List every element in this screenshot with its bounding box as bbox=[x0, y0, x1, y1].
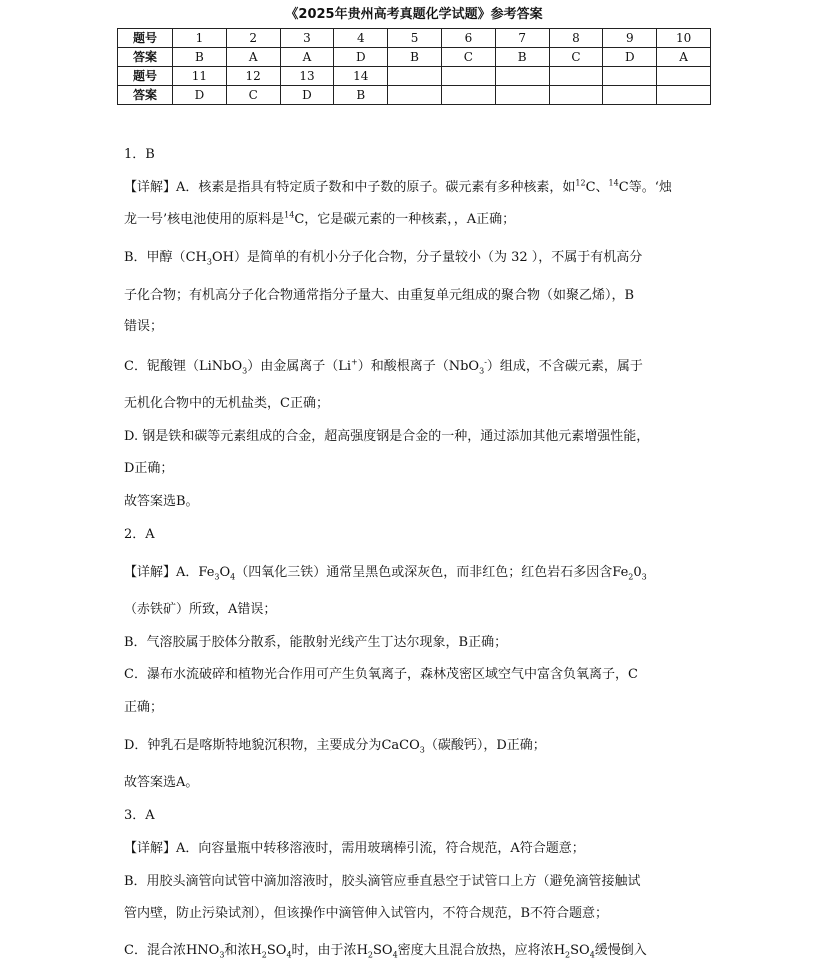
table-cell bbox=[388, 67, 442, 86]
table-cell: 4 bbox=[334, 29, 388, 48]
table-cell: 3 bbox=[280, 29, 334, 48]
explanation-line: 【详解】A．向容量瓶中转移溶液时，需用玻璃棒引流，符合规范，A符合题意； bbox=[124, 841, 585, 856]
table-row bbox=[118, 67, 711, 86]
table-row bbox=[118, 48, 711, 67]
table-cell: C bbox=[549, 48, 603, 67]
answer-conclusion: 故答案选B。 bbox=[124, 494, 199, 509]
explanation-line: 正确； bbox=[124, 700, 164, 715]
table-cell: D bbox=[173, 86, 227, 105]
table-cell bbox=[495, 86, 549, 105]
question-number: 1．B bbox=[124, 147, 155, 162]
question-number: 3．A bbox=[124, 808, 155, 823]
table-cell: B bbox=[334, 86, 388, 105]
question-number: 2．A bbox=[124, 527, 155, 542]
table-header-cell: 答案 bbox=[118, 48, 173, 67]
explanation-line: （赤铁矿）所致，A错误； bbox=[124, 602, 277, 617]
explanation-line: C．混合浓$HNO_3$和浓$H_2SO_4$时，由于浓$H_2SO_4$密度大且混合放热，应将浓$H_2SO_4$缓慢倒入 bbox=[124, 943, 647, 960]
table-cell bbox=[657, 67, 711, 86]
explanation-line: 子化合物；有机高分子化合物通常指分子量大、由重复单元组成的聚合物（如聚乙烯），B bbox=[124, 288, 635, 303]
table-cell: D bbox=[334, 48, 388, 67]
table-cell: 2 bbox=[226, 29, 280, 48]
table-cell bbox=[657, 86, 711, 105]
explanation-line: 【详解】A．核素是指具有特定质子数和中子数的原子。碳元素有多种核素，如$^{12}$C、$^{14}$C等。‘烛 bbox=[124, 178, 672, 195]
table-cell bbox=[549, 86, 603, 105]
table-cell: A bbox=[226, 48, 280, 67]
table-cell: 1 bbox=[173, 29, 227, 48]
table-cell bbox=[495, 67, 549, 86]
table-cell: 10 bbox=[657, 29, 711, 48]
table-cell: 6 bbox=[441, 29, 495, 48]
answer-table bbox=[117, 28, 711, 105]
table-cell: 8 bbox=[549, 29, 603, 48]
explanation-line: B．甲醇$(CH_3OH)$是简单的有机小分子化合物，分子量较小（为 32 ），不属于有机高分 bbox=[124, 250, 643, 267]
page-title: 《2025年贵州高考真题化学试题》参考答案 bbox=[285, 7, 543, 22]
table-cell: B bbox=[388, 48, 442, 67]
explanation-line: C．铌酸锂（LiNbO$_3$）由金属离子（Li+）和酸根离子（NbO$_3$-）组成，不含碳元素，属于 bbox=[124, 357, 643, 376]
table-cell bbox=[549, 67, 603, 86]
explanation-line: 龙一号’核电池使用的原料是$^{14}$C，它是碳元素的一种核素，，A正确； bbox=[124, 210, 516, 227]
explanation-line: 【详解】A．$Fe_3O_4$（四氧化三铁）通常呈黑色或深灰色，而非红色；红色岩石多因含$Fe_20_3$ bbox=[124, 565, 647, 582]
table-cell: D bbox=[603, 48, 657, 67]
explanation-line: 管内壁，防止污染试剂），但该操作中滴管伸入试管内，不符合规范，B不符合题意； bbox=[124, 906, 609, 921]
table-cell: 5 bbox=[388, 29, 442, 48]
table-cell: 9 bbox=[603, 29, 657, 48]
table-cell: D bbox=[280, 86, 334, 105]
table-cell: 14 bbox=[334, 67, 388, 86]
table-cell: A bbox=[280, 48, 334, 67]
table-cell: 7 bbox=[495, 29, 549, 48]
table-header-cell: 题号 bbox=[118, 67, 173, 86]
table-cell: A bbox=[657, 48, 711, 67]
table-cell: B bbox=[173, 48, 227, 67]
table-cell: 11 bbox=[173, 67, 227, 86]
explanation-line: D．钟乳石是喀斯特地貌沉积物，主要成分为CaCO$_3$（碳酸钙），D正确； bbox=[124, 738, 546, 755]
explanation-line: 无机化合物中的无机盐类，C正确； bbox=[124, 396, 329, 411]
table-cell bbox=[603, 86, 657, 105]
table-cell: 12 bbox=[226, 67, 280, 86]
table-cell: C bbox=[441, 48, 495, 67]
explanation-line: C．瀑布水流破碎和植物光合作用可产生负氧离子，森林茂密区域空气中富含负氧离子，C bbox=[124, 667, 638, 682]
table-cell bbox=[388, 86, 442, 105]
explanation-line: D正确； bbox=[124, 461, 174, 476]
table-row bbox=[118, 86, 711, 105]
answer-conclusion: 故答案选A。 bbox=[124, 775, 199, 790]
table-cell: 13 bbox=[280, 67, 334, 86]
explanation-line: 错误； bbox=[124, 319, 164, 334]
table-cell bbox=[441, 67, 495, 86]
explanation-line: B．气溶胶属于胶体分散系，能散射光线产生丁达尔现象，B正确； bbox=[124, 635, 508, 650]
table-cell bbox=[603, 67, 657, 86]
table-cell bbox=[441, 86, 495, 105]
table-cell: C bbox=[226, 86, 280, 105]
table-row bbox=[118, 29, 711, 48]
explanation-line: D. 钢是铁和碳等元素组成的合金，超高强度钢是合金的一种，通过添加其他元素增强性能， bbox=[124, 429, 650, 444]
table-header-cell: 答案 bbox=[118, 86, 173, 105]
explanation-line: B．用胶头滴管向试管中滴加溶液时，胶头滴管应垂直悬空于试管口上方（避免滴管接触试 bbox=[124, 874, 641, 889]
table-cell: B bbox=[495, 48, 549, 67]
table-header-cell: 题号 bbox=[118, 29, 173, 48]
